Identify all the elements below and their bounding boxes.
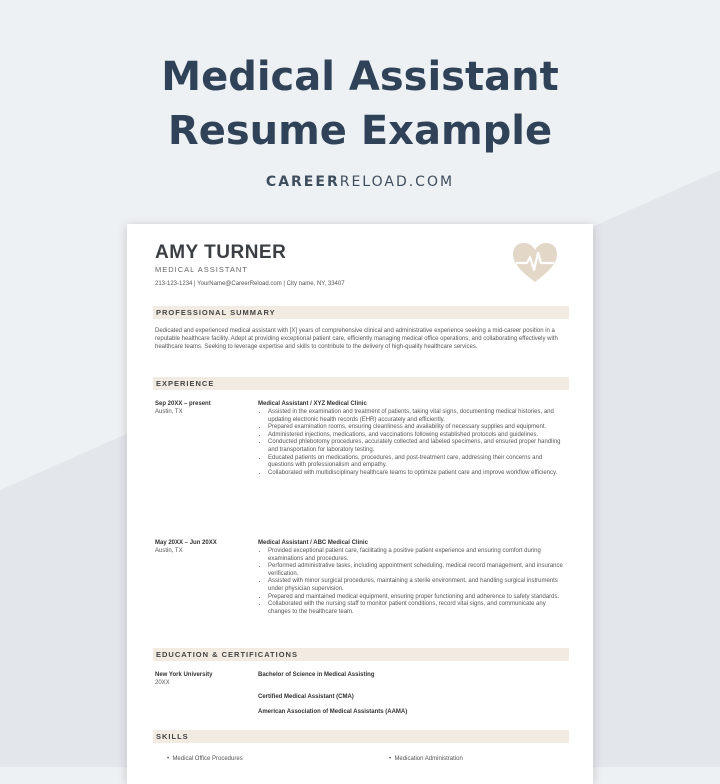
list-item: • Collaborated with multidisciplinary healthcare teams to optimize patient care and improve workflow efficiency. (268, 470, 566, 478)
contact-line: 213-123-1234 | YourName@CareerReload.com | City name, NY, 33407 (155, 281, 345, 287)
list-item: • Educated patients on medications, procedures, and post-treatment care, addressing their concerns and questions with professionalism and empathy. (268, 455, 566, 470)
job-2-details (258, 540, 566, 616)
site-url-rest: RELOAD.COM (339, 174, 455, 190)
section-education-heading: EDUCATION & CERTIFICATIONS (153, 648, 569, 661)
title-line-1: Medical Assistant (161, 54, 559, 100)
education-degree: Bachelor of Science in Medical Assisting (258, 672, 375, 678)
skill-label: Medical Office Procedures (172, 756, 243, 762)
section-experience-heading: EXPERIENCE (153, 377, 569, 390)
education-school: New York University (155, 672, 213, 678)
site-url-bold: CAREER (265, 174, 340, 190)
page-title (0, 50, 720, 158)
list-item: • Performed administrative tasks, including appointment scheduling, medical record management, and insurance verification. (268, 563, 566, 578)
list-item: • Conducted phlebotomy procedures, accurately collected and labeled specimens, and ensured proper handling and transportation for laboratory testing. (268, 439, 566, 454)
summary-text: Dedicated and experienced medical assistant with [X] years of comprehensive clinical and administrative experience seeking a mid-career position in a reputable healthcare facility. Adept at providing exceptional patient care, efficiently managing medical office operations, and collaborating effectively with healthcare teams. Seeking to leverage expertise and skills to contribute to the delivery of high-quality healthcare services. (155, 328, 558, 350)
section-skills-heading: SKILLS (153, 730, 569, 743)
section-summary-heading: PROFESSIONAL SUMMARY (153, 306, 569, 319)
list-item: • Prepared examination rooms, ensuring cleanliness and availability of necessary supplies and equipment. (268, 424, 566, 432)
title-line-2: Resume Example (167, 108, 553, 154)
education-meta (155, 672, 255, 687)
job-2-location: Austin, TX (155, 547, 183, 554)
job-1-meta (155, 401, 255, 416)
site-url (0, 174, 720, 190)
skill-item: • Medical Office Procedures (167, 756, 243, 762)
certification-1: Certified Medical Assistant (CMA) (258, 694, 354, 700)
certification-2: American Association of Medical Assistants (AAMA) (258, 709, 408, 715)
skill-item: • Medication Administration (389, 756, 463, 762)
job-1-bullets (258, 409, 566, 477)
job-2-bullets (258, 548, 566, 616)
list-item: • Assisted with minor surgical procedures, maintaining a sterile environment, and handling surgical instruments under physician supervision. (268, 578, 566, 593)
candidate-name: AMY TURNER (155, 242, 287, 263)
candidate-role: MEDICAL ASSISTANT (155, 265, 248, 274)
job-2-title: Medical Assistant / ABC Medical Clinic (258, 540, 368, 546)
job-1-title: Medical Assistant / XYZ Medical Clinic (258, 401, 367, 407)
job-2-dates: May 20XX – Jun 20XX (155, 540, 217, 546)
education-year: 20XX (155, 679, 170, 686)
list-item: • Administered injections, medications, and vaccinations following established protocols and guidelines. (268, 432, 566, 440)
list-item: • Provided exceptional patient care, facilitating a positive patient experience and ensuring comfort during examinations and procedures. (268, 548, 566, 563)
list-item: • Collaborated with the nursing staff to monitor patient conditions, record vital signs, and communicate any changes to the healthcare team. (268, 601, 566, 616)
list-item: • Prepared and maintained medical equipment, ensuring proper functioning and adherence to safety standards. (268, 594, 566, 602)
job-1-location: Austin, TX (155, 408, 183, 415)
resume-sheet (127, 224, 593, 784)
heart-pulse-icon (512, 242, 558, 284)
list-item: • Assisted in the examination and treatment of patients, taking vital signs, documenting medical histories, and updating electronic health records (EHR) accurately and efficiently. (268, 409, 566, 424)
job-1-details (258, 401, 566, 477)
job-1-dates: Sep 20XX – present (155, 401, 211, 407)
job-2-meta (155, 540, 255, 555)
skill-label: Medication Administration (394, 756, 463, 762)
